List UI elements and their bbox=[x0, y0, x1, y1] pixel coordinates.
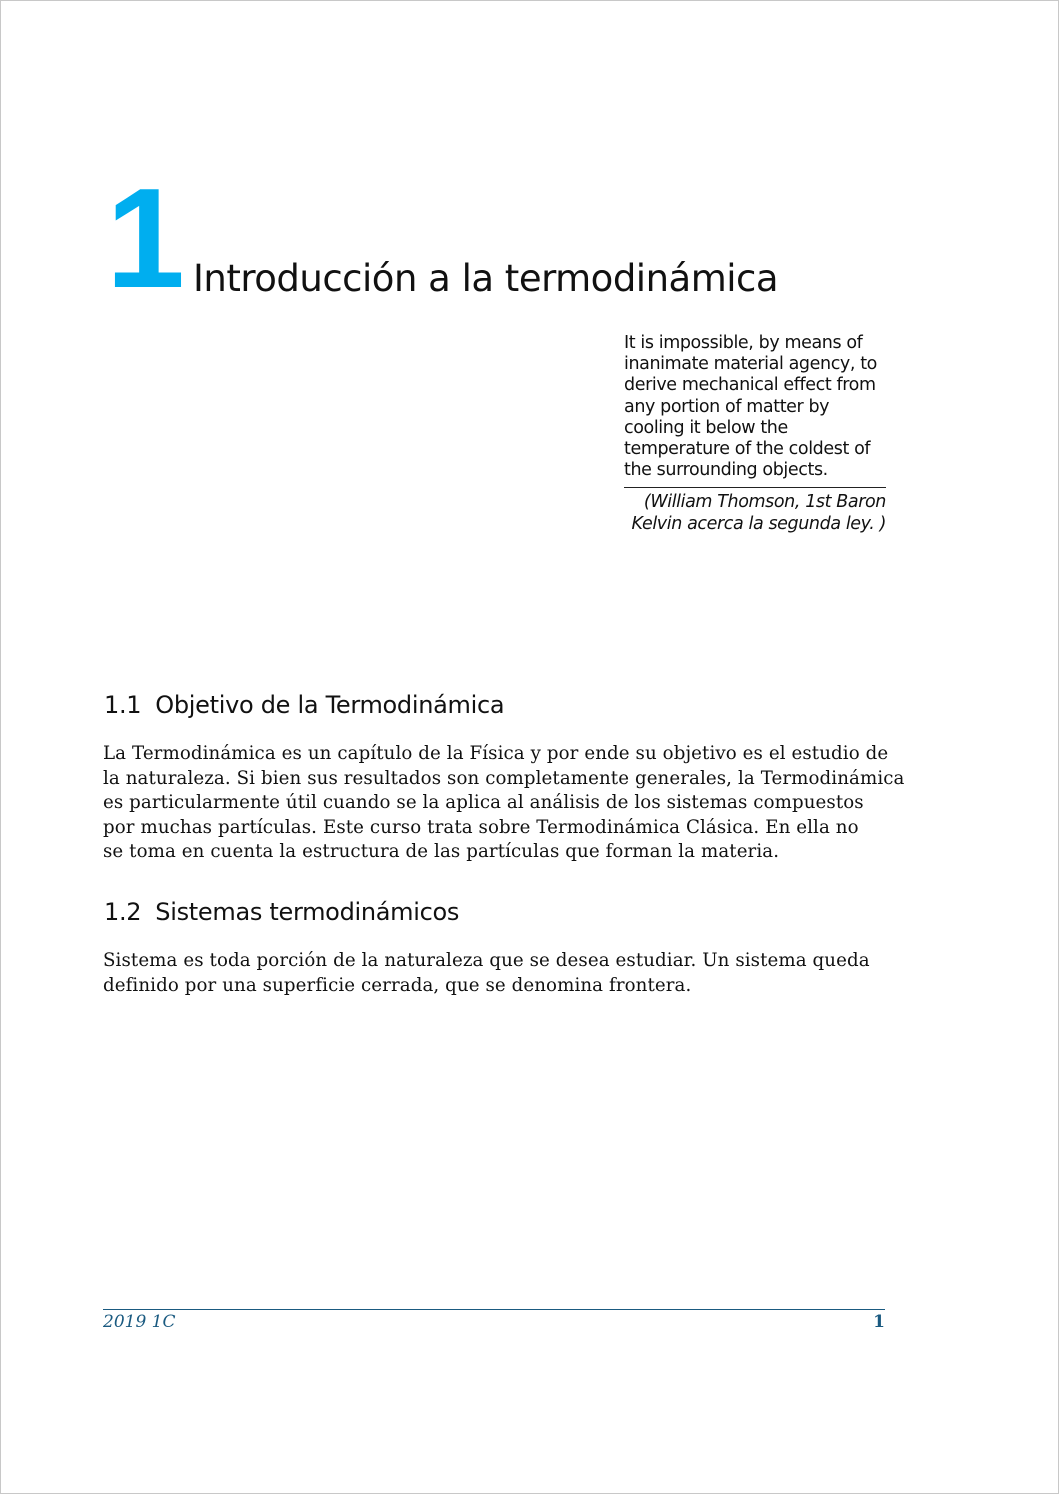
epigraph-source: (William Thomson, 1st Baron Kelvin acerca la segunda ley. ) bbox=[631, 492, 886, 534]
paragraph-line: la naturaleza. Si bien sus resultados son completamente generales, la Termodinámica bbox=[103, 767, 905, 789]
paragraph-line: Sistema es toda porción de la naturaleza que se desea estudiar. Un sistema queda bbox=[103, 950, 870, 971]
section-heading-1-1 bbox=[104, 690, 504, 720]
section-title: Sistemas termodinámicos bbox=[155, 898, 460, 926]
page-number: 1 bbox=[873, 1312, 885, 1332]
section-1-2-paragraph bbox=[103, 949, 909, 998]
section-number: 1.1 bbox=[104, 691, 142, 719]
section-title: Objetivo de la Termodinámica bbox=[155, 691, 505, 719]
epigraph bbox=[624, 333, 886, 535]
paragraph-line: por muchas partículas. Este curso trata sobre Termodinámica Clásica. En ella no bbox=[103, 816, 859, 838]
epigraph-quote: It is impossible, by means of inanimate material agency, to derive mechanical effect from any portion of matter by cooling it below the temperature of the coldest of the surrounding objects. bbox=[624, 333, 886, 488]
paragraph-line: La Termodinámica es un capítulo de la Física y por ende su objetivo es el estudio de bbox=[103, 743, 889, 764]
section-1-1-paragraph bbox=[103, 742, 909, 865]
paragraph-line: se toma en cuenta la estructura de las partículas que forman la materia. bbox=[103, 841, 780, 863]
paragraph-line: definido por una superficie cerrada, que se denomina frontera. bbox=[103, 974, 692, 996]
paragraph-line: es particularmente útil cuando se la aplica al análisis de los sistemas compuestos bbox=[103, 792, 864, 814]
chapter-number: 1 bbox=[106, 159, 181, 318]
section-number: 1.2 bbox=[104, 898, 142, 926]
section-heading-1-2 bbox=[104, 897, 459, 927]
footer-term: 2019 1C bbox=[103, 1312, 176, 1332]
chapter-title: Introducción a la termodinámica bbox=[193, 257, 779, 300]
footer-rule bbox=[103, 1309, 885, 1310]
